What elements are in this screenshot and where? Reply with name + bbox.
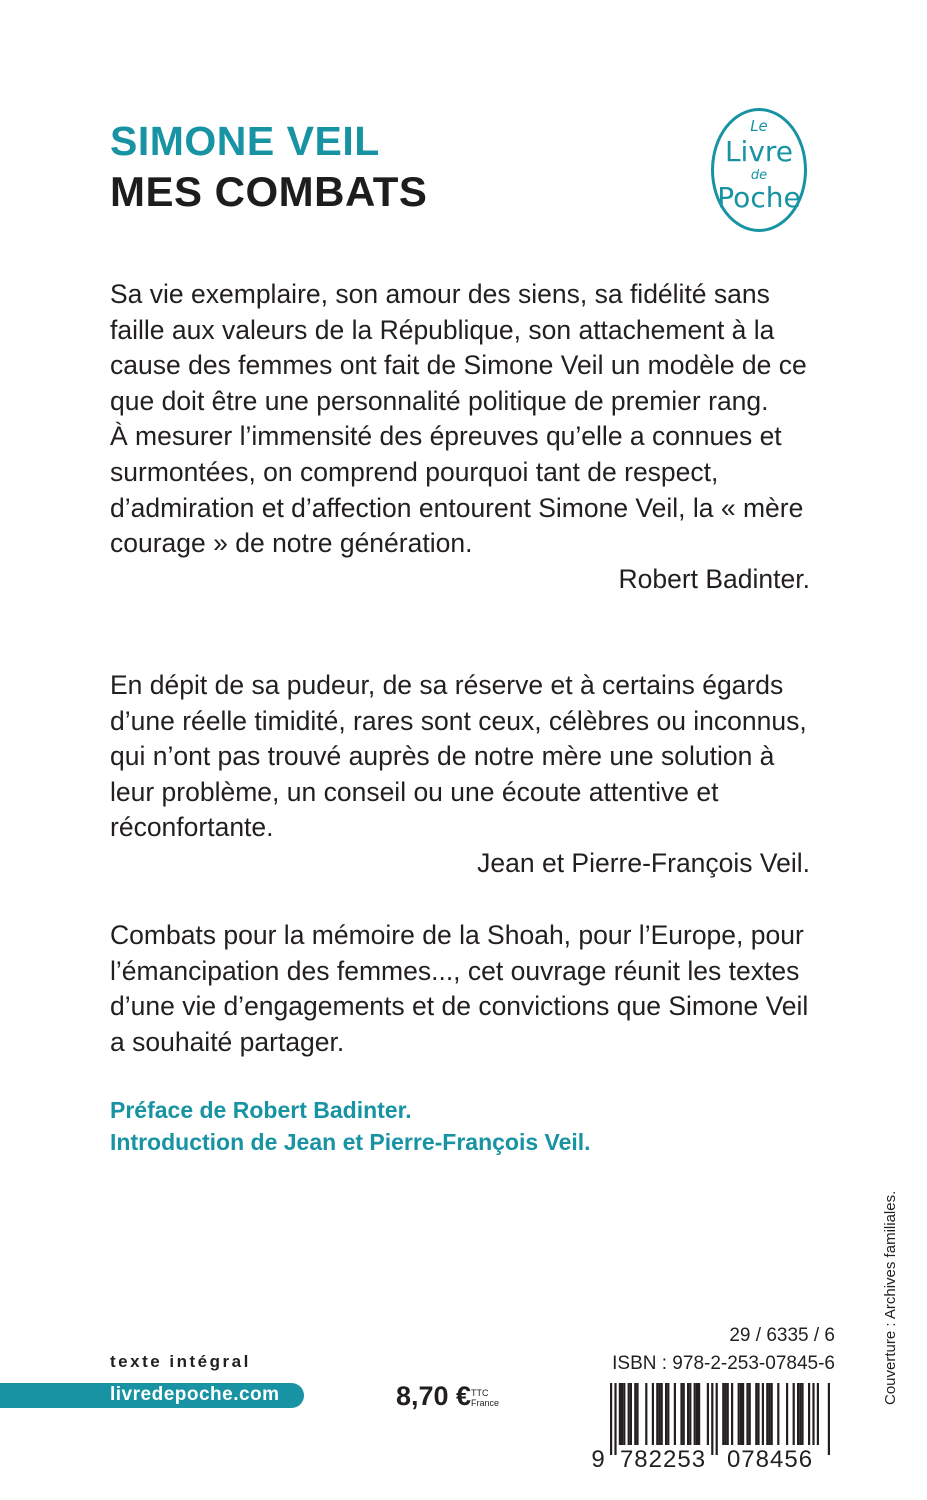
website-link[interactable]: livredepoche.com xyxy=(110,1384,280,1405)
barcode-bar xyxy=(636,1383,638,1445)
barcode-bar xyxy=(667,1383,669,1445)
barcode-bar xyxy=(777,1383,779,1445)
price-note-ttc: TTC xyxy=(471,1388,489,1398)
blurb-text: Sa vie exemplaire, son amour des siens, sa fidélité sans faille aux valeurs de la République, son attachement à la cause des femmes ont fait de Simone Veil un modèle de ce que doit être une personnalité politique de premier rang. xyxy=(110,279,807,416)
barcode-bar xyxy=(614,1383,616,1455)
barcode-bar xyxy=(707,1383,709,1445)
introduction-credit: Introduction de Jean et Pierre-François Veil. xyxy=(110,1129,591,1155)
barcode-bar xyxy=(817,1383,819,1445)
barcode-bar xyxy=(656,1383,658,1445)
blurb-text: À mesurer l’immensité des épreuves qu’elle a connues et surmontées, on comprend pourquoi tant de respect, d’admiration et d’affection entourent Simone Veil, la « mère courage » de notre génération. xyxy=(110,421,804,559)
barcode-bar xyxy=(740,1383,742,1445)
barcode xyxy=(590,1383,830,1473)
logo-text-livre: Livre xyxy=(724,135,794,168)
logo-text-de: de xyxy=(750,168,768,183)
barcode-bar xyxy=(634,1383,636,1445)
credits xyxy=(110,1094,591,1158)
book-title: MES COMBATS xyxy=(110,168,428,215)
barcode-bar xyxy=(674,1383,676,1445)
barcode-bar xyxy=(766,1383,768,1445)
barcode-bar xyxy=(768,1383,770,1445)
barcode-bar xyxy=(808,1383,810,1445)
barcode-bar xyxy=(757,1383,759,1445)
barcode-bar xyxy=(623,1383,625,1445)
blurb-signature: Robert Badinter. xyxy=(618,563,810,594)
cover-credit: Couverture : Archives familiales. xyxy=(882,1190,899,1405)
website-bar xyxy=(0,1383,304,1408)
barcode-bar xyxy=(628,1383,630,1445)
publisher-logo xyxy=(711,108,807,232)
barcode-bar xyxy=(661,1383,663,1445)
barcode-bar xyxy=(755,1383,757,1445)
barcode-bar xyxy=(786,1383,788,1445)
barcode-bar xyxy=(799,1383,801,1445)
barcode-bar xyxy=(680,1383,682,1445)
blurb-signature: Jean et Pierre-François Veil. xyxy=(477,847,810,878)
barcode-digits-right: 078456 xyxy=(726,1446,814,1473)
barcode-bar xyxy=(711,1383,713,1455)
price-note xyxy=(471,1388,499,1408)
blurb-text: Combats pour la mémoire de la Shoah, pour l’Europe, pour l’émancipation des femmes..., cet ouvrage réunit les textes d’une vie d’engagements et de convictions que Simone Veil a souhaité partager. xyxy=(110,920,809,1057)
barcode-digits-left: 782253 xyxy=(619,1446,707,1473)
barcode-bar xyxy=(797,1383,799,1445)
barcode-bar xyxy=(793,1383,795,1445)
blurb-text: En dépit de sa pudeur, de sa réserve et à certains égards d’une réelle timidité, rares sont ceux, célèbres ou inconnus, qui n’ont pas trouvé auprès de notre mère une solution à leur problème, un conseil ou une écoute attentive et réconfortante. xyxy=(110,670,807,843)
barcode-bar xyxy=(619,1383,621,1445)
isbn: ISBN : 978-2-253-07845-6 xyxy=(612,1353,835,1374)
author-name: SIMONE VEIL xyxy=(110,118,380,164)
preface-credit: Préface de Robert Badinter. xyxy=(110,1097,412,1123)
logo-text-le: Le xyxy=(750,117,768,135)
barcode-bar xyxy=(746,1383,748,1445)
blurb-summary xyxy=(110,918,810,1060)
catalog-code: 29 / 6335 / 6 xyxy=(729,1325,835,1346)
barcode-bar xyxy=(621,1383,623,1445)
barcode-bar xyxy=(665,1383,667,1445)
barcode-bar xyxy=(716,1383,718,1455)
barcode-bar xyxy=(610,1383,612,1455)
barcode-bar xyxy=(724,1383,726,1445)
barcode-bar xyxy=(696,1383,698,1445)
barcode-bar xyxy=(630,1383,632,1445)
barcode-bar xyxy=(683,1383,685,1445)
barcode-bar xyxy=(812,1383,814,1445)
barcode-bar xyxy=(738,1383,740,1445)
barcode-bar xyxy=(694,1383,696,1445)
barcode-bar xyxy=(645,1383,647,1445)
barcode-bar xyxy=(689,1383,691,1445)
barcode-bar xyxy=(762,1383,764,1445)
barcode-bar xyxy=(652,1383,654,1445)
barcode-bar xyxy=(771,1383,773,1445)
barcode-digit: 9 xyxy=(591,1446,605,1473)
logo-text-poche: Poche xyxy=(717,181,801,214)
price-note-france: France xyxy=(471,1398,500,1408)
price: 8,70 € xyxy=(396,1381,472,1411)
blurb-veil-sons xyxy=(110,668,810,882)
barcode-bar xyxy=(828,1383,830,1455)
barcode-bar xyxy=(731,1383,733,1445)
barcode-bars xyxy=(610,1383,830,1455)
barcode-bar xyxy=(742,1383,744,1445)
blurb-badinter xyxy=(110,277,810,597)
barcode-bar xyxy=(722,1383,724,1445)
barcode-bar xyxy=(687,1383,689,1445)
barcode-bar xyxy=(698,1383,700,1445)
barcode-bar xyxy=(658,1383,660,1445)
edition-label: texte intégral xyxy=(110,1352,251,1371)
barcode-bar xyxy=(801,1383,803,1445)
barcode-bar xyxy=(749,1383,751,1445)
barcode-bar xyxy=(727,1383,729,1445)
